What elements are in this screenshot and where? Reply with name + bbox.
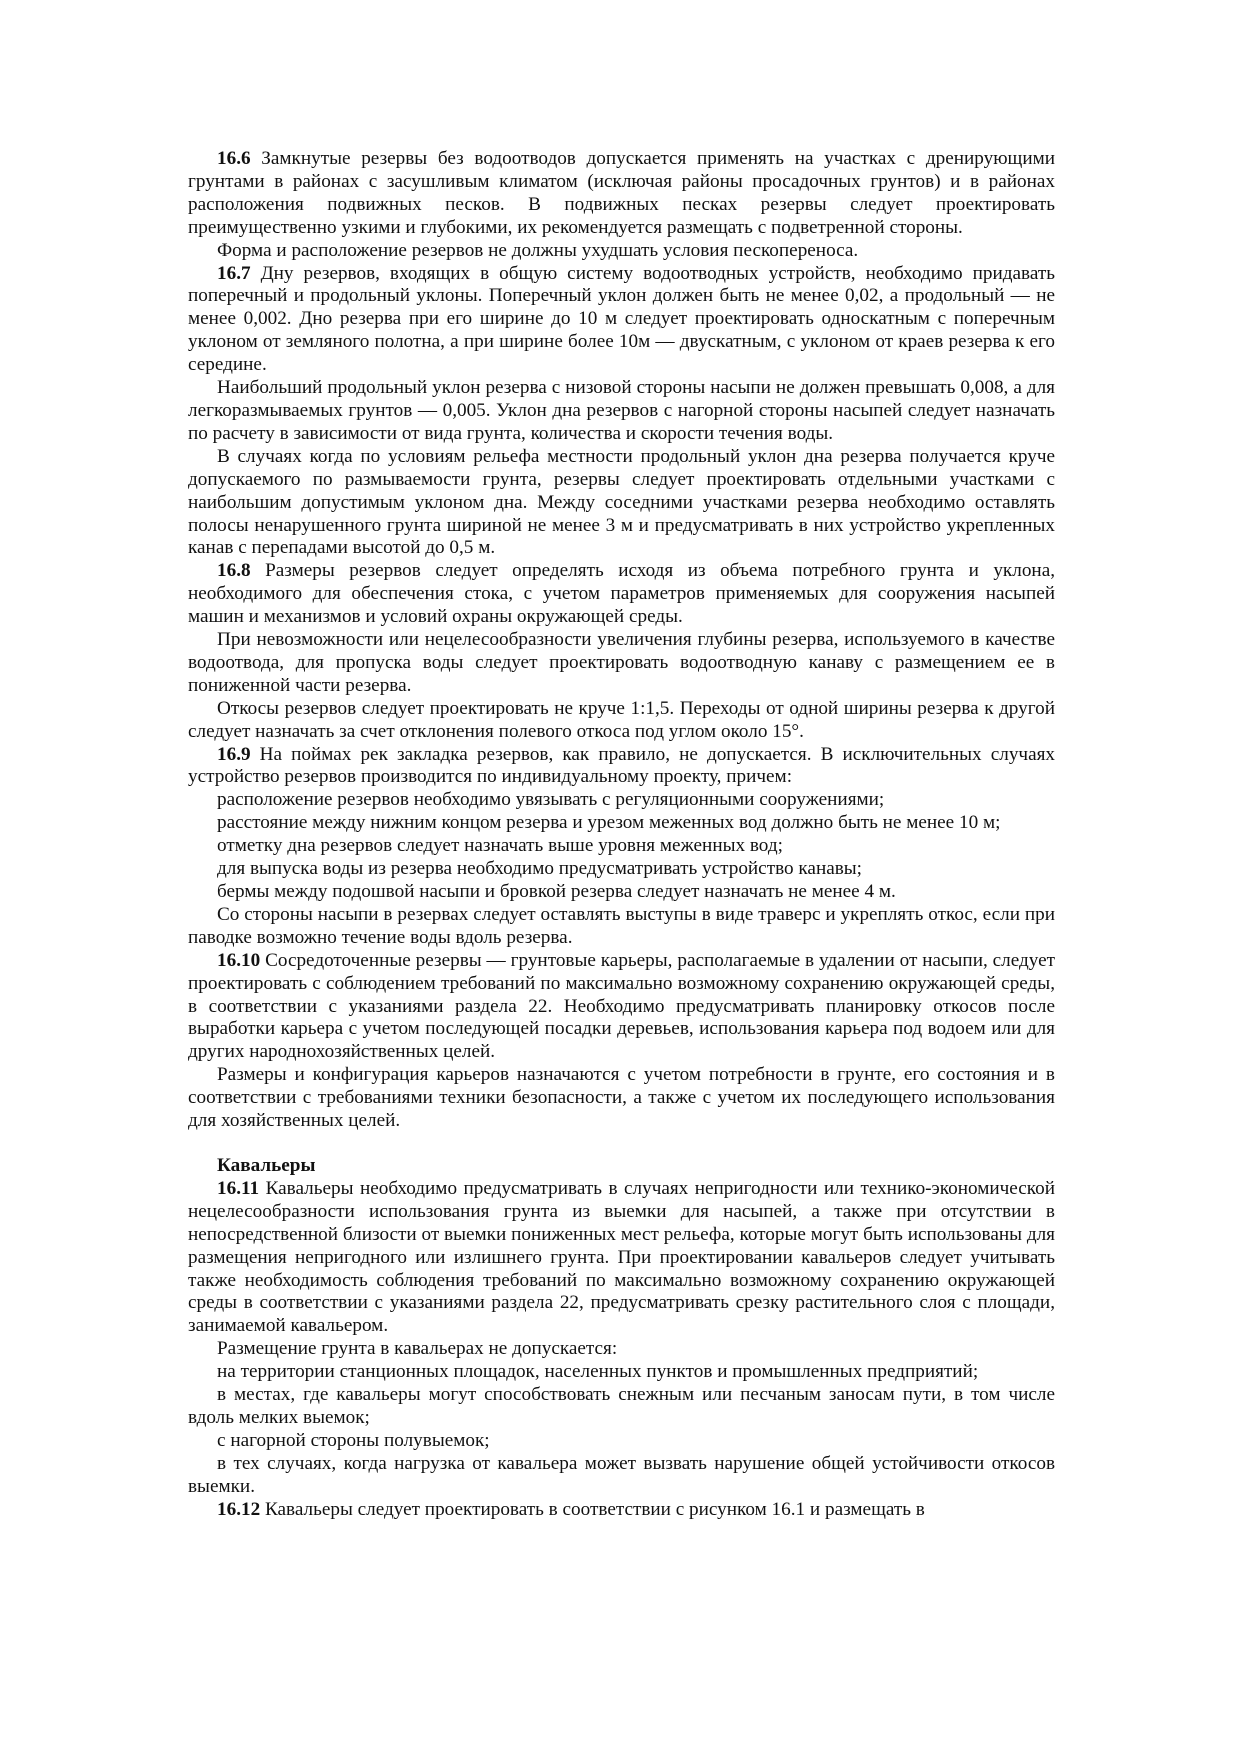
paragraph-text: на территории станционных площадок, населенных пунктов и промышленных предприятий; [217,1361,979,1383]
paragraph-16-12 [188,1499,1055,1522]
paragraph-16-10 [188,950,1055,1065]
paragraph [188,240,1055,263]
paragraph-16-9 [188,744,1055,790]
paragraph-text: Размещение грунта в кавальерах не допускается: [217,1338,618,1360]
paragraph [188,446,1055,561]
paragraph [188,377,1055,446]
paragraph-text: Наибольший продольный уклон резерва с низовой стороны насыпи не должен превышать 0,008, а для легкоразмываемых грунтов — 0,005. Уклон дна резервов с нагорной стороны насыпей следует назначать по расчету в зависимости от вида грунта, количества и скорости течения воды. [188,377,1055,444]
paragraph-text: в местах, где кавальеры могут способствовать снежным или песчаным заносам пути, в том числе вдоль мелких выемок; [188,1384,1055,1428]
section-heading: Кавальеры [217,1154,316,1176]
paragraph-text: бермы между подошвой насыпи и бровкой резерва следует назначать не менее 4 м. [217,881,896,902]
paragraph-text: расположение резервов необходимо увязывать с регуляционными сооружениями; [217,789,885,811]
document-page [188,148,1055,1521]
paragraph-text: Размеры и конфигурация карьеров назначаются с учетом потребности в грунте, его состояния и в соответствии с требованиями техники безопасности, а также с учетом их последующего использования для хозяйственных целей. [188,1064,1055,1132]
list-item [188,881,1055,904]
paragraph-text: Кавальеры необходимо предусматривать в случаях непригодности или технико-экономической нецелесообразности использования грунта из выемки для насыпей, а также при отсутствии в непосредственной близости от выемки пониженных мест рельефа, которые могут быть использованы для размещения непригодного или излишнего грунта. При проектировании кавальеров следует учитывать также необходимость соблюдения требований по максимально возможному сохранению окружающей среды в соответствии с указаниями раздела 22, предусматривать срезку растительного слоя с площади, занимаемой кавальером. [188,1177,1055,1337]
paragraph-text: Кавальеры следует проектировать в соответствии с рисунком 16.1 и размещать в [264,1498,925,1520]
clause-number: 16.7 [217,262,251,284]
paragraph-text: Сосредоточенные резервы — грунтовые карьеры, располагаемые в удалении от насыпи, следует проектировать с соблюдением требований по максимально возможному сохранению окружающей среды, в соответствии с указаниями раздела 22. Необходимо предусматривать планировку откосов после выработки карьера с учетом последующей посадки деревьев, использования карьера под водоем или для других народнохозяйственных целей. [188,949,1056,1063]
clause-number: 16.8 [217,560,251,582]
list-item [188,1430,1055,1453]
clause-number: 16.6 [217,148,251,169]
paragraph-text: расстояние между нижним концом резерва и урезом меженных вод должно быть не менее 10 м; [217,812,1001,834]
paragraph-text: для выпуска воды из резерва необходимо предусматривать устройство канавы; [217,858,863,880]
clause-number: 16.10 [217,949,261,971]
paragraph [188,698,1055,744]
paragraph-text: отметку дна резервов следует назначать выше уровня меженных вод; [217,835,783,857]
paragraph-16-7 [188,263,1055,378]
paragraph-text: На поймах рек закладка резервов, как правило, не допускается. В исключительных случаях устройство резервов производится по индивидуальному проекту, причем: [188,743,1055,788]
paragraph-text: Дну резервов, входящих в общую систему водоотводных устройств, необходимо придавать поперечный и продольный уклоны. Поперечный уклон должен быть не менее 0,02, а продольный — не менее 0,002. Дно резерва при его ширине до 10 м следует проектировать односкатным с поперечным уклоном от земляного полотна, а при ширине более 10м — двускатным, с уклоном от краев резерва к его середине. [188,262,1056,376]
paragraph-text: Форма и расположение резервов не должны ухудшать условия пескопереноса. [217,239,859,261]
list-item [188,835,1055,858]
clause-number: 16.9 [217,743,251,765]
list-item [188,1453,1055,1499]
list-item [188,812,1055,835]
paragraph-text: В случаях когда по условиям рельефа местности продольный уклон дна резерва получается круче допускаемого по размываемости грунта, резервы следует проектировать отдельными участками с наибольшим допустимым уклоном дна. Между соседними участками резерва необходимо оставлять полосы ненарушенного грунта шириной не менее 3 м и предусматривать в них устройство укрепленных канав с перепадами высотой до 0,5 м. [188,445,1055,559]
paragraph-text: Размеры резервов следует определять исходя из объема потребного грунта и уклона, необходимого для обеспечения стока, с учетом параметров применяемых для сооружения насыпей машин и механизмов и условий охраны окружающей среды. [188,560,1056,628]
list-item [188,858,1055,881]
list-item [188,1384,1055,1430]
paragraph-16-11 [188,1178,1055,1338]
paragraph-text: При невозможности или нецелесообразности увеличения глубины резерва, используемого в качестве водоотвода, для пропуска воды следует проектировать водоотводную канаву с размещением ее в пониженной части резерва. [188,629,1055,696]
paragraph-text: Откосы резервов следует проектировать не круче 1:1,5. Переходы от одной ширины резерва к другой следует назначать за счет отклонения полевого откоса под углом около 15°. [188,697,1055,742]
paragraph-text: в тех случаях, когда нагрузка от кавальера может вызвать нарушение общей устойчивости откосов выемки. [188,1452,1055,1497]
section-reserves [188,148,1055,1133]
paragraph-text: Со стороны насыпи в резервах следует оставлять выступы в виде траверс и укреплять откос, если при паводке возможно течение воды вдоль резерва. [188,903,1055,948]
paragraph-text: Замкнутые резервы без водоотводов допускается применять на участках с дренирующими грунтами в районах с засушливым климатом (исключая районы просадочных грунтов) и в районах расположения подвижных песков. В подвижных песках резервы следует проектировать преимущественно узкими и глубокими, их рекомендуется размещать с подветренной стороны. [188,148,1056,238]
list-item [188,789,1055,812]
list-item [188,1361,1055,1384]
section-gap [188,1133,1055,1155]
clause-number: 16.12 [217,1498,261,1520]
paragraph [188,629,1055,698]
paragraph [188,904,1055,950]
section-cavaliers [188,1155,1055,1522]
paragraph-text: с нагорной стороны полувыемок; [217,1429,490,1451]
paragraph-16-8 [188,560,1055,629]
paragraph [188,1064,1055,1133]
paragraph-16-6 [188,148,1055,240]
clause-number: 16.11 [217,1177,260,1199]
paragraph [188,1338,1055,1361]
